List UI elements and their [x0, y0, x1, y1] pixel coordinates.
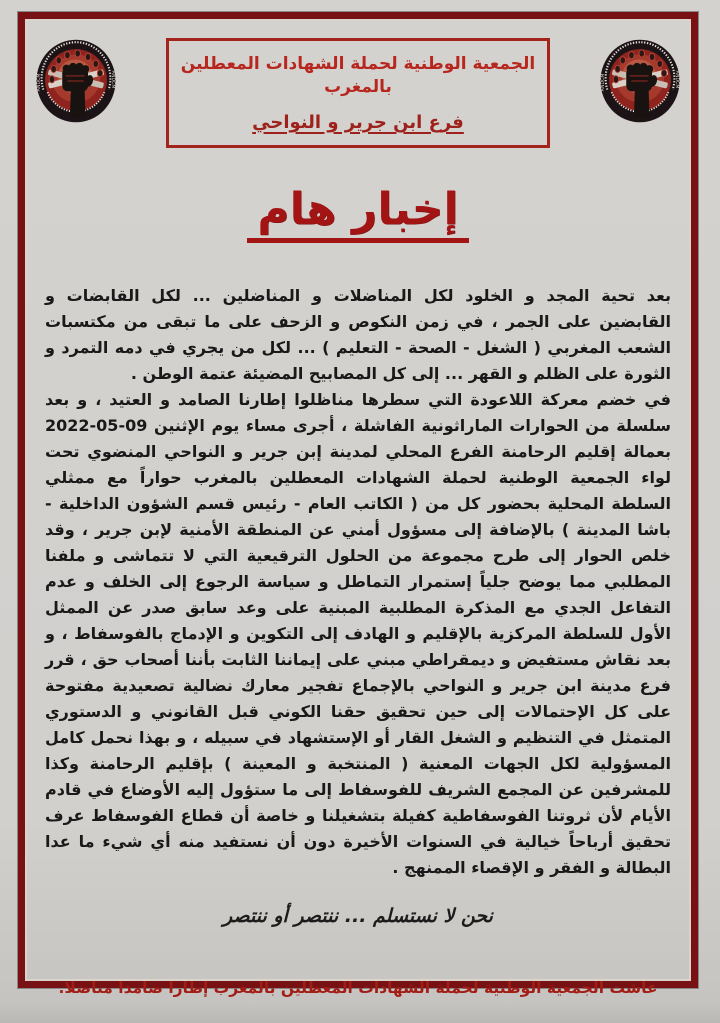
- slogan: نحن لا نستسلم ... ننتصر أو ننتصر: [223, 905, 493, 928]
- header-box: [166, 38, 550, 148]
- page-content: [27, 21, 689, 998]
- announcement-body: [45, 283, 671, 881]
- body-paragraph-2: في خضم معركة اللاعودة التي سطرها مناظلوا إطارنا الصامد و العتيد ، و بعد سلسلة من الحوارات الماراثونية الفاشلة ، أجرى مساء يوم الإثنين 09-05-2022 بعمالة إقليم الرحامنة الفرع المحلي لمدينة إبن جرير و النواحي المنضوي تحت لواء الجمعية الوطنية لحملة الشهادات المعطلين بالمغرب حواراً مع ممثلي السلطة المحلية بحضور كل من ( الكاتب العام - رئيس قسم الشؤون الداخلية - باشا المدينة ) بالإضافة إلى مسؤول أمني عن المنطقة الأمنية لإبن جرير ، وقد خلص الحوار إلى طرح مجموعة من الحلول الترقيعية التي لا تتماشى و ملفنا المطلبي مما يوضح جلياً إستمرار التماطل و سياسة الرجوع إلى الخلف و عدم التفاعل الجدي مع المذكرة المطلبية المبنية على وعد سابق صدر عن الممثل الأول للسلطة المركزية بالإقليم و الهادف إلى التكوين و الإدماج بالفوسفاط ، و بعد نقاش مستفيض و ديمقراطي مبني على إيماننا الثابت بأننا أصحاب حق ، قرر فرع مدينة ابن جرير و النواحي بالإجماع تفجير معارك نضالية تصعيدية مفتوحة على كل الإحتمالات إلى حين تحقيق حقنا الكوني قبل القانوني و الدستوري المتمثل في التنظيم و الشغل القار أو الإستشهاد في سبيله ، و بهذا نحمل كامل المسؤولية لكل الجهات المعنية ( المنتخبة و المعينة ) بإقليم الرحامنة وكذا للمشرفين عن المجمع الشريف للفوسفاط إلى ما ستؤول إليه الأوضاع في قادم الأيام لأن ثروتنا الفوسفاطية كفيلة بتشغيلنا و خاصة أن قطاع الفوسفاط عرف تحقيق أرباحاً خيالية في السنوات الأخيرة دون أن نستفيد منه أي شيء ما عدا البطالة و الفقر و الإقصاء الممنهج .: [45, 390, 671, 878]
- branch-name: فرع ابن جرير و النواحي: [252, 111, 464, 133]
- andcm-logo-left-icon: [33, 35, 119, 127]
- page-border: [18, 12, 698, 998]
- header: [27, 35, 689, 148]
- title-block: [27, 183, 689, 243]
- page-title: إخبار هام: [247, 186, 468, 243]
- andcm-logo-right-icon: [597, 35, 683, 127]
- org-name: الجمعية الوطنية لحملة الشهادات المعطلين بالمغرب: [180, 54, 536, 97]
- body-paragraph-1: بعد تحية المجد و الخلود لكل المناضلات و المناضلين ... لكل القابضات و القابضين على الجمر ، في زمن النكوص و الزحف على ما تبقى من مكتسبات الشعب المغربي ( الشغل - الصحة - التعليم ) ... لكل من يجري في دمه التمرد و الثورة على الظلم و القهر ... إلى كل المصابيح المضيئة عتمة الوطن .: [45, 286, 671, 384]
- footer-line: عاشت الجمعية الوطنية لحملة الشهادات المعطلين بالمغرب إطارا صامدا مناضلا.: [58, 979, 658, 998]
